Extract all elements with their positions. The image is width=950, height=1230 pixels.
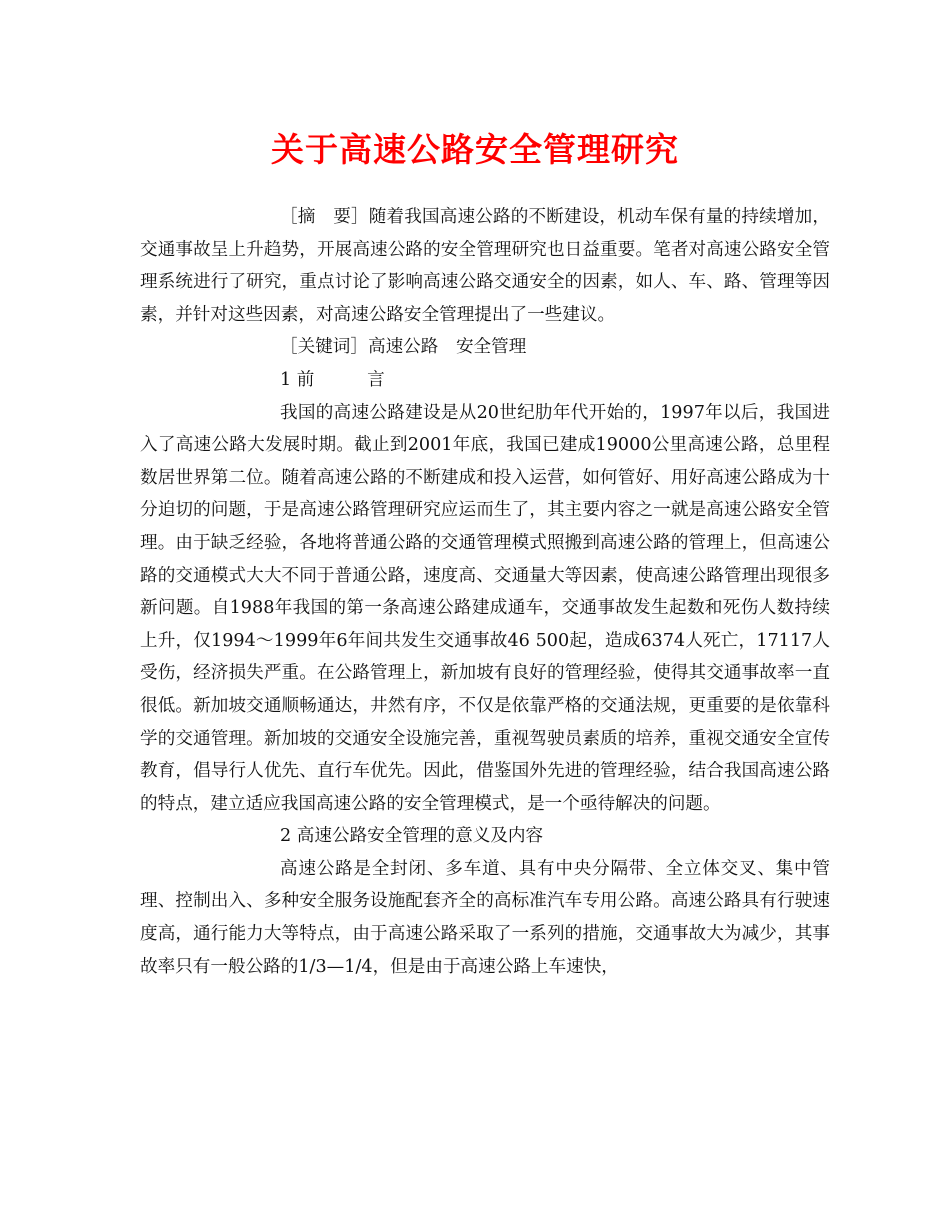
section-2-heading: 2 高速公路安全管理的意义及内容	[280, 826, 544, 847]
keywords-line: ［关键词］高速公路 安全管理	[280, 337, 527, 358]
section-1-paragraph: 我国的高速公路建设是从20世纪肋年代开始的，1997年以后，我国进入了高速公路大发展时期。截止到2001年底，我国已建成19000公里高速公路，总里程数居世界第二位。随着高速公路的不断建成和投入运营，如何管好、用好高速公路成为十分迫切的问题，于是高速公路管理研究应运而生了，其主要内容之一就是高速公路安全管理。由于缺乏经验，各地将普通公路的交通管理模式照搬到高速公路的管理上，但高速公路的交通模式大大不同于普通公路，速度高、交通量大等因素，使高速公路管理出现很多新问题。自1988年我国的第一条高速公路建成通车，交通事故发生起数和死伤人数持续上升，仅1994～1999年6年间共发生交通事故46 500起，造成6374人死亡，17117人受伤，经济损失严重。在公路管理上，新加坡有良好的管理经验，使得其交通事故率一直很低。新加坡交通顺畅通达，井然有序，不仅是依靠严格的交通法规，更重要的是依靠科学的交通管理。新加坡的交通安全设施完善，重视驾驶员素质的培养，重视交通安全宣传教育，倡导行人优先、直行车优先。因此，借鉴国外先进的管理经验，结合我国高速公路的特点，建立适应我国高速公路的安全管理模式，是一个亟待解决的问题。	[140, 402, 830, 814]
section-1-heading: 1 前 言	[280, 369, 385, 390]
document-title: 关于高速公路安全管理研究	[271, 130, 679, 169]
section-2-paragraph: 高速公路是全封闭、多车道、具有中央分隔带、全立体交叉、集中管理、控制出入、多种安全服务设施配套齐全的高标准汽车专用公路。高速公路具有行驶速度高，通行能力大等特点，由于高速公路采取了一系列的措施，交通事故大为减少，其事故率只有一般公路的1/3—1/4，但是由于高速公路上车速快，	[140, 858, 830, 977]
abstract-paragraph: ［摘 要］随着我国高速公路的不断建设，机动车保有量的持续增加，交通事故呈上升趋势，开展高速公路的安全管理研究也日益重要。笔者对高速公路安全管理系统进行了研究，重点讨论了影响高速公路交通安全的因素，如人、车、路、管理等因素，并针对这些因素，对高速公路安全管理提出了一些建议。	[140, 207, 830, 325]
document-body	[140, 201, 830, 983]
